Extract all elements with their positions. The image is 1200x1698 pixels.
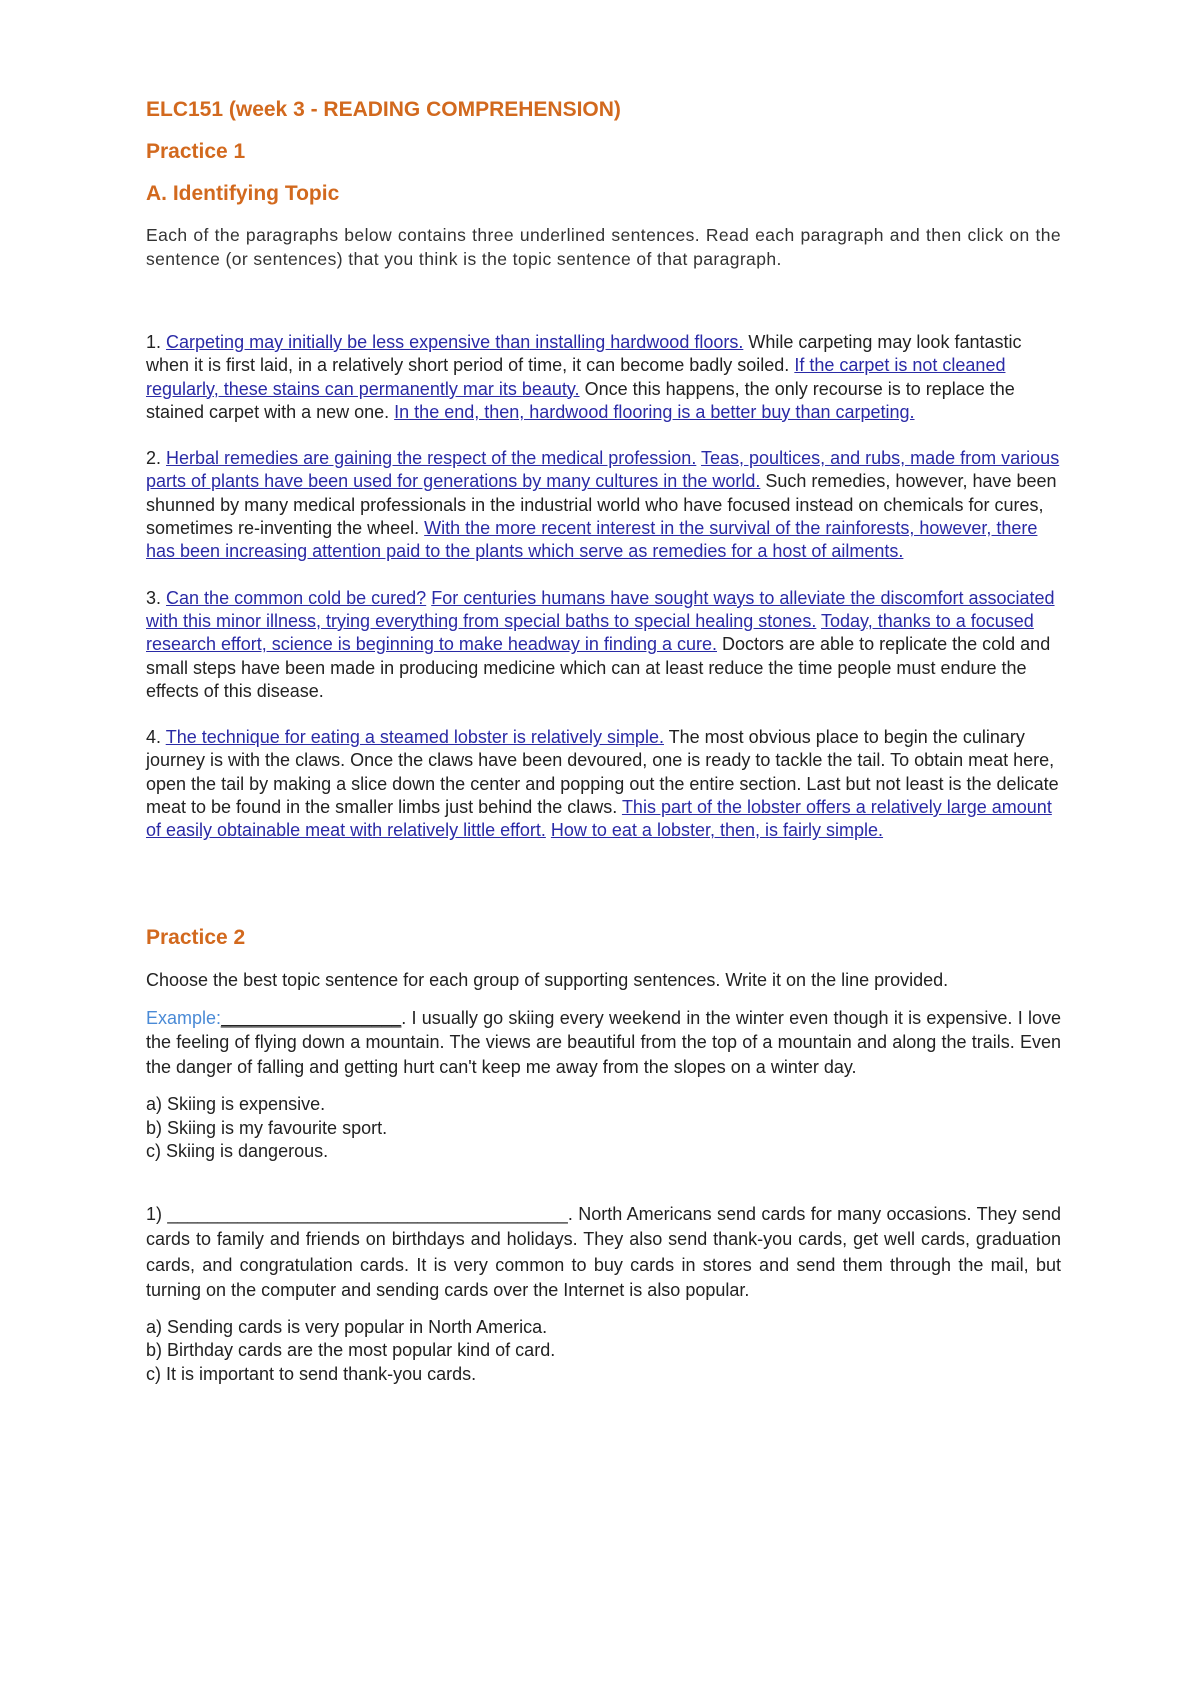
paragraph-text: Such remedies, however, have been shunned by many medical professionals in the industrial world who have focused instead on chemicals for cures, sometimes re-inventing the wheel.	[146, 471, 1057, 539]
sentence-option[interactable]: For centuries humans have sought ways to alleviate the discomfort associated with this minor illness, trying everything from special baths to special healing stones.	[146, 587, 1055, 631]
sentence-option[interactable]: Can the common cold be cured?	[166, 587, 427, 608]
question-text: . North Americans send cards for many occasions. They send cards to family and friends on birthdays and holidays. They also send thank-you cards, get well cards, graduation cards, and congratulation cards. It is very common to buy cards in stores and send them through the mail, but turning on the computer and sending cards over the Internet is also popular.	[146, 1203, 1061, 1301]
paragraph-text: The most obvious place to begin the culinary journey is with the claws. Once the claws have been devoured, one is ready to tackle the tail. To obtain meat here, open the tail by making a slice down the center and popping out the entire section. Last but not least is the delicate meat to be found in the smaller limbs just behind the claws.	[146, 727, 1059, 818]
paragraph-number: 2.	[146, 448, 162, 469]
sentence-option[interactable]: Today, thanks to a focused research effort, science is beginning to make headway in finding a cure.	[146, 610, 1034, 655]
sentence-option[interactable]: With the more recent interest in the survival of the rainforests, however, there has been increasing attention paid to the plants which serve as remedies for a host of ailments.	[146, 518, 1038, 562]
paragraph-text: While carpeting may look fantastic when it is first laid, in a relatively short period of time, it can become badly soiled.	[146, 332, 1022, 376]
section-identifying-topic: A. Identifying Topic	[146, 182, 340, 205]
question-1-paragraph	[146, 1202, 1061, 1304]
example-blank: __________________	[221, 1007, 402, 1028]
example-label: Example:	[146, 1007, 222, 1028]
sentence-option[interactable]: Carpeting may initially be less expensive than installing hardwood floors.	[166, 332, 744, 352]
paragraph-number: 1.	[146, 332, 162, 352]
question-1-options	[146, 1316, 1061, 1387]
practice-2-instructions: Choose the best topic sentence for each group of supporting sentences. Write it on the line provided.	[146, 969, 949, 990]
sentence-option[interactable]: This part of the lobster offers a relatively large amount of easily obtainable meat with relatively little effort.	[146, 797, 1052, 841]
document-title: ELC151 (week 3 - READING COMPREHENSION)	[146, 98, 621, 121]
example-text: . I usually go skiing every weekend in the winter even though it is expensive. I love the feeling of flying down a mountain. The views are beautiful from the top of a mountain and along the trails. Even the danger of falling and getting hurt can't keep me away from the slopes on a winter day.	[146, 1007, 1061, 1077]
paragraph-number: 4.	[146, 727, 162, 748]
answer-blank[interactable]: ________________________________________	[167, 1203, 568, 1224]
sentence-option[interactable]: If the carpet is not cleaned regularly, these stains can permanently mar its beauty.	[146, 355, 1006, 399]
example-options	[146, 1093, 1061, 1164]
paragraph-3	[146, 587, 1061, 703]
example-paragraph	[146, 1006, 1061, 1080]
paragraph-4	[146, 726, 1061, 842]
example-option-c: c) Skiing is dangerous.	[146, 1141, 329, 1162]
sentence-option[interactable]: In the end, then, hardwood flooring is a better buy than carpeting.	[394, 401, 915, 422]
sentence-option[interactable]: Teas, poultices, and rubs, made from various parts of plants have been used for generations by many cultures in the world.	[146, 448, 1060, 492]
paragraph-number: 3.	[146, 587, 162, 608]
sentence-option[interactable]: How to eat a lobster, then, is fairly simple.	[550, 820, 884, 841]
paragraph-text: Once this happens, the only recourse is to replace the stained carpet with a new one.	[146, 378, 1015, 422]
paragraph-1	[146, 331, 1061, 424]
document-content	[146, 98, 1061, 1386]
paragraph-text: Doctors are able to replicate the cold and small steps have been made in producing medicine which can at least reduce the time people must endure the effects of this disease.	[146, 634, 1051, 701]
paragraph-2	[146, 447, 1061, 563]
question-1-option-c: c) It is important to send thank-you cards.	[146, 1363, 477, 1384]
question-1-option-a: a) Sending cards is very popular in North America.	[146, 1316, 548, 1337]
sentence-option[interactable]: Herbal remedies are gaining the respect of the medical profession.	[166, 448, 697, 469]
practice-1-instructions: Each of the paragraphs below contains three underlined sentences. Read each paragraph and then click on the sentence (or sentences) that you think is the topic sentence of that paragraph.	[146, 225, 1061, 269]
question-1-option-b: b) Birthday cards are the most popular kind of card.	[146, 1340, 556, 1361]
question-number: 1)	[146, 1203, 163, 1224]
practice-2-heading: Practice 2	[146, 925, 246, 949]
example-option-b: b) Skiing is my favourite sport.	[146, 1117, 388, 1138]
practice-1-heading: Practice 1	[146, 140, 246, 163]
example-option-a: a) Skiing is expensive.	[146, 1094, 326, 1115]
sentence-option[interactable]: The technique for eating a steamed lobster is relatively simple.	[165, 727, 664, 748]
